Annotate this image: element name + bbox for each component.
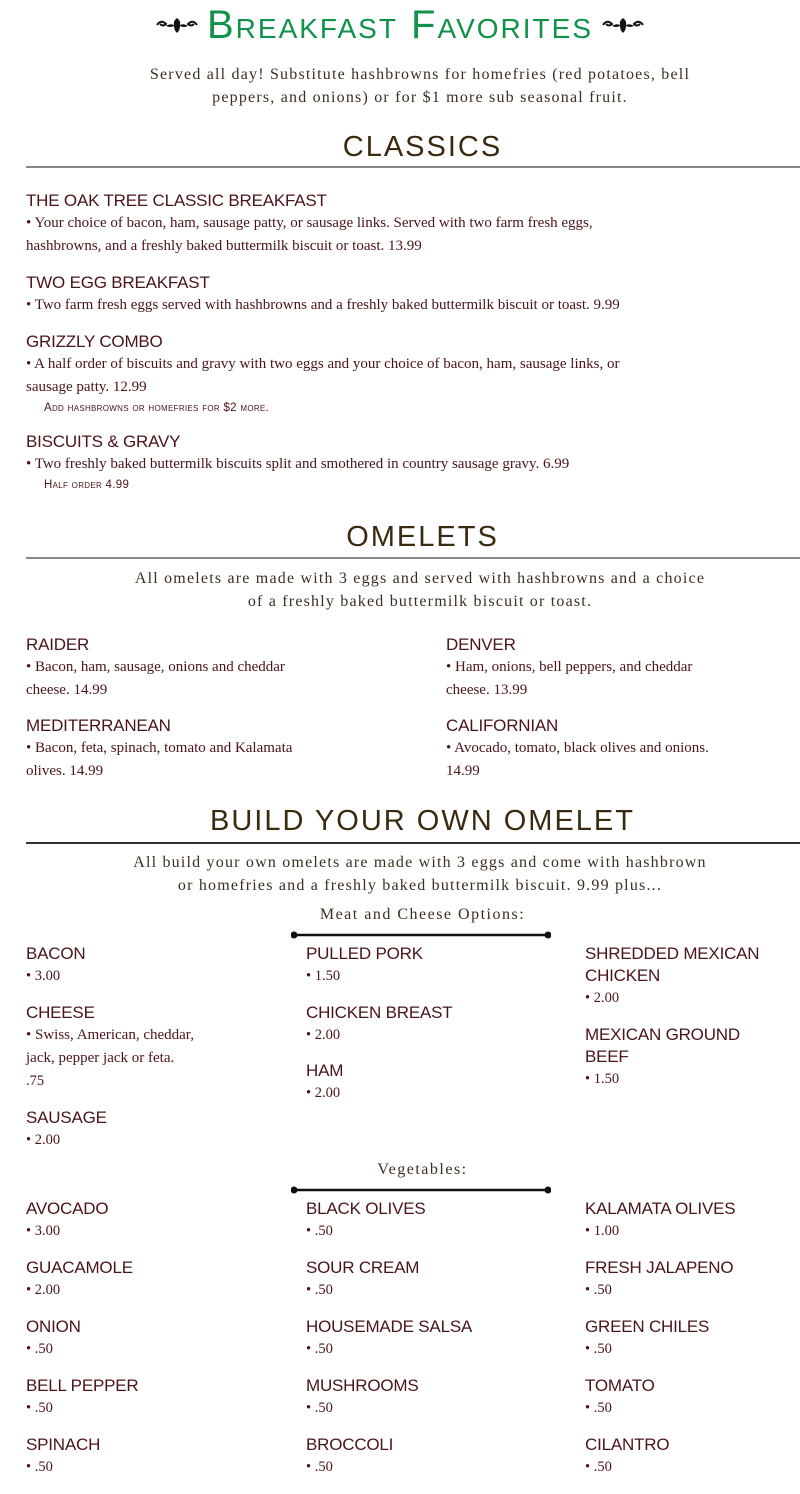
- option-name: MUSHROOMS: [306, 1376, 419, 1395]
- item-name: MEDITERRANEAN: [26, 716, 171, 735]
- option-name: KALAMATA OLIVES: [585, 1199, 736, 1218]
- option-name: BEEF: [585, 1047, 629, 1066]
- menu-item: [26, 190, 796, 258]
- omelet-item: [446, 634, 796, 702]
- menu-title-row: [0, 0, 800, 50]
- option-description: jack, pepper jack or feta.: [26, 1050, 175, 1066]
- item-description: cheese. 14.99: [26, 682, 108, 698]
- menu-item: [26, 331, 796, 417]
- option-name: BELL PEPPER: [26, 1376, 139, 1395]
- option-item: [306, 1434, 556, 1478]
- option-item: [585, 1198, 800, 1242]
- item-description: • Two freshly baked buttermilk biscuits split and smothered in country sausage gravy. 6.99: [26, 456, 570, 472]
- option-item: [26, 1434, 276, 1478]
- divider-bar-icon: [291, 1185, 551, 1195]
- option-price: • 2.00: [306, 1085, 341, 1101]
- item-description: sausage patty. 12.99: [26, 379, 147, 395]
- option-price: • .50: [306, 1223, 333, 1239]
- option-price: .75: [26, 1073, 45, 1089]
- section-heading-build-your-own: BUILD YOUR OWN OMELET: [210, 805, 635, 837]
- subheading-vegetables: Vegetables:: [377, 1161, 468, 1178]
- option-name: HAM: [306, 1061, 344, 1080]
- option-price: • .50: [306, 1459, 333, 1475]
- omelet-item: [446, 715, 796, 783]
- option-item: [585, 943, 800, 1009]
- section-divider: [26, 557, 800, 559]
- item-description: • Bacon, ham, sausage, onions and cheddar: [26, 659, 285, 675]
- option-price: • 3.00: [26, 968, 61, 984]
- option-price: • .50: [585, 1459, 612, 1475]
- option-price: • 1.00: [585, 1223, 620, 1239]
- divider-bar-icon: [291, 930, 551, 940]
- option-item: [306, 1257, 556, 1301]
- option-name: CHEESE: [26, 1003, 95, 1022]
- option-price: • .50: [306, 1282, 333, 1298]
- option-item: [26, 1257, 276, 1301]
- option-price: • 2.00: [585, 990, 620, 1006]
- option-name: GREEN CHILES: [585, 1317, 710, 1336]
- item-name: DENVER: [446, 635, 516, 654]
- option-name: CHICKEN: [585, 966, 661, 985]
- option-price: • .50: [26, 1459, 53, 1475]
- option-item: [306, 1060, 556, 1104]
- option-name: FRESH JALAPENO: [585, 1258, 734, 1277]
- option-item: [26, 1002, 276, 1092]
- intro-line: of a freshly baked buttermilk biscuit or toast.: [247, 593, 593, 610]
- omelet-item: [26, 634, 386, 702]
- item-description: • A half order of biscuits and gravy with two eggs and your choice of bacon, ham, sausage links, or: [26, 356, 620, 372]
- intro-line: peppers, and onions) or for $1 more sub seasonal fruit.: [212, 89, 628, 106]
- item-description: • Your choice of bacon, ham, sausage patty, or sausage links. Served with two farm fresh eggs,: [26, 215, 593, 231]
- option-name: SPINACH: [26, 1435, 101, 1454]
- option-item: [306, 1375, 556, 1419]
- intro-line: or homefries and a freshly baked buttermilk biscuit. 9.99 plus...: [177, 877, 663, 894]
- option-name: BROCCOLI: [306, 1435, 394, 1454]
- option-item: [306, 1198, 556, 1242]
- option-name: ONION: [26, 1317, 81, 1336]
- option-name: AVOCADO: [26, 1199, 109, 1218]
- option-price: • 2.00: [306, 1027, 341, 1043]
- intro-line: All build your own omelets are made with 3 eggs and come with hashbrown: [133, 854, 707, 871]
- item-description: olives. 14.99: [26, 763, 104, 779]
- intro-line: All omelets are made with 3 eggs and served with hashbrowns and a choice: [134, 570, 706, 587]
- option-price: • .50: [26, 1400, 53, 1416]
- option-name: PULLED PORK: [306, 944, 423, 963]
- omelet-item: [26, 715, 386, 783]
- option-name: SOUR CREAM: [306, 1258, 420, 1277]
- item-name: THE OAK TREE CLASSIC BREAKFAST: [26, 191, 327, 210]
- option-item: [26, 1198, 276, 1242]
- option-item: [585, 1434, 800, 1478]
- item-name: CALIFORNIAN: [446, 716, 559, 735]
- option-item: [585, 1257, 800, 1301]
- item-description: 14.99: [446, 763, 480, 779]
- item-name: TWO EGG BREAKFAST: [26, 273, 210, 292]
- item-name: BISCUITS & GRAVY: [26, 432, 181, 451]
- intro-line: Served all day! Substitute hashbrowns for homefries (red potatoes, bell: [149, 66, 691, 83]
- option-item: [585, 1375, 800, 1419]
- option-price: • .50: [26, 1341, 53, 1357]
- flourish-ornament-icon: [601, 15, 645, 35]
- option-item: [585, 1024, 800, 1090]
- item-name: GRIZZLY COMBO: [26, 332, 163, 351]
- item-description: • Bacon, feta, spinach, tomato and Kalamata: [26, 740, 293, 756]
- page-title: Breakfast Favorites: [207, 3, 593, 47]
- item-note: Add hashbrowns or homefries for $2 more.: [44, 402, 270, 414]
- option-name: CILANTRO: [585, 1435, 670, 1454]
- option-price: • 1.50: [306, 968, 341, 984]
- option-item: [26, 1316, 276, 1360]
- item-description: cheese. 13.99: [446, 682, 528, 698]
- section-heading-classics: CLASSICS: [342, 131, 503, 163]
- option-name: HOUSEMADE SALSA: [306, 1317, 473, 1336]
- menu-item: [26, 272, 796, 317]
- item-description: hashbrowns, and a freshly baked buttermilk biscuit or toast. 13.99: [26, 238, 422, 254]
- option-price: • 2.00: [26, 1132, 61, 1148]
- omelets-intro: [30, 567, 800, 613]
- subheading-meat-cheese: Meat and Cheese Options:: [319, 906, 526, 923]
- option-name: BLACK OLIVES: [306, 1199, 426, 1218]
- section-divider: [26, 166, 800, 168]
- section-divider: [26, 842, 800, 844]
- option-price: • 3.00: [26, 1223, 61, 1239]
- option-price: • .50: [585, 1282, 612, 1298]
- option-item: [306, 1316, 556, 1360]
- section-heading-omelets: OMELETS: [346, 521, 499, 553]
- option-name: GUACAMOLE: [26, 1258, 133, 1277]
- item-description: • Ham, onions, bell peppers, and cheddar: [446, 659, 693, 675]
- item-description: • Two farm fresh eggs served with hashbrowns and a freshly baked buttermilk biscuit or toast. 9.99: [26, 297, 620, 313]
- item-name: RAIDER: [26, 635, 90, 654]
- item-description: • Avocado, tomato, black olives and onions.: [446, 740, 709, 756]
- option-price: • 1.50: [585, 1071, 620, 1087]
- option-item: [26, 1375, 276, 1419]
- option-name: TOMATO: [585, 1376, 655, 1395]
- option-name: MEXICAN GROUND: [585, 1025, 740, 1044]
- flourish-ornament-icon: [155, 15, 199, 35]
- menu-intro: [40, 63, 800, 109]
- option-price: • .50: [585, 1400, 612, 1416]
- option-name: SAUSAGE: [26, 1108, 107, 1127]
- menu-item: [26, 431, 796, 494]
- option-price: • 2.00: [26, 1282, 61, 1298]
- option-price: • .50: [306, 1341, 333, 1357]
- option-item: [306, 1002, 556, 1046]
- item-note: Half order 4.99: [44, 479, 130, 491]
- build-your-own-intro: [30, 851, 800, 897]
- option-item: [306, 943, 556, 987]
- option-name: CHICKEN BREAST: [306, 1003, 453, 1022]
- option-item: [585, 1316, 800, 1360]
- option-name: BACON: [26, 944, 86, 963]
- option-name: SHREDDED MEXICAN: [585, 944, 760, 963]
- option-price: • .50: [585, 1341, 612, 1357]
- option-description: • Swiss, American, cheddar,: [26, 1027, 194, 1043]
- option-price: • .50: [306, 1400, 333, 1416]
- option-item: [26, 1107, 276, 1151]
- option-item: [26, 943, 276, 987]
